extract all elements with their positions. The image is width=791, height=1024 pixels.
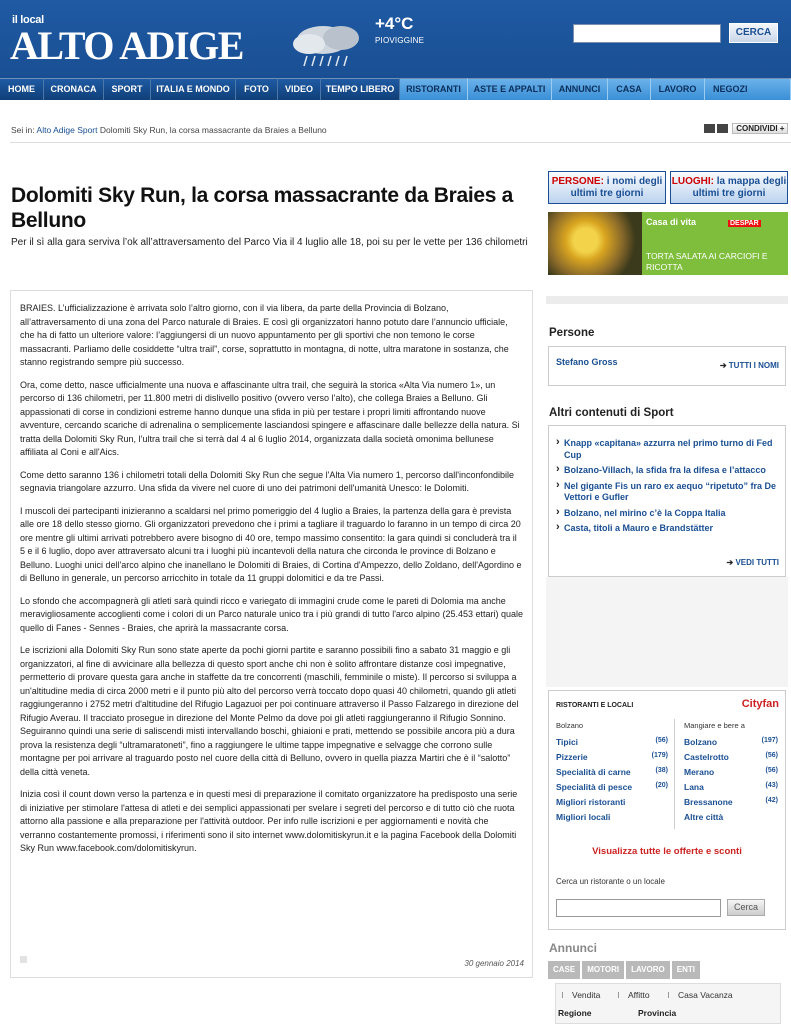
weather-condition: PIOVIGGINE: [375, 36, 425, 45]
right-column-head: Mangiare e bere a: [684, 721, 745, 730]
local-logo: il local: [12, 14, 44, 26]
list-item[interactable]: [556, 737, 668, 752]
item-label: Lana: [684, 782, 704, 792]
search-button[interactable]: CERCA: [729, 23, 778, 43]
promo-image: [548, 212, 642, 275]
ristoranti-right-list: [684, 737, 778, 827]
list-item[interactable]: › Knapp «capitana» azzurra nel primo turno di Fed Cup: [556, 438, 782, 461]
breadcrumb-prefix: Sei in:: [11, 125, 35, 135]
site-logo[interactable]: ALTO ADIGE: [10, 23, 243, 68]
item-label: Tipici: [556, 737, 579, 747]
item-label: Specialità di carne: [556, 767, 631, 777]
annunci-heading: Annunci: [549, 941, 597, 955]
list-item[interactable]: [556, 797, 668, 812]
radio-affitto[interactable]: [618, 990, 650, 1000]
print-icon[interactable]: [717, 124, 728, 133]
article-paragraph: Come detto saranno 136 i chilometri totali della Dolomiti Sky Run che segue l'Alta Via numero 1, percorso dall'inconfondibile segnavia triangolare azzurro. Una sfida da vivere nel cuore di uno dei patrimoni dell'umanità Unesco: le Dolomiti.: [20, 469, 515, 493]
luoghi-button-label: LUOGHI:: [671, 176, 714, 187]
altri-contenuti-box: [548, 425, 786, 577]
item-count: (56): [765, 752, 778, 759]
article-subtitle: Per il sì alla gara serviva l’ok all’attraversamento del Parco Via il 4 luglio alle 18, poi su per le vette per 136 chilometri: [11, 237, 528, 248]
item-count: (56): [765, 767, 778, 774]
persone-box: [548, 346, 786, 386]
breadcrumb-link-alto-adige[interactable]: Alto Adige: [36, 125, 75, 135]
item-label: Altre città: [684, 812, 724, 822]
list-item[interactable]: › Casta, titoli a Mauro e Brandstätter: [556, 523, 782, 535]
article-paragraph: I muscoli dei partecipanti inizieranno a scaldarsi nel primo pomeriggio del 4 luglio a Braies, la partenza della gara è prevista alle ore 18 dello stesso giorno. Gli organizzatori prevedono che i primi a tagliare il traguardo lo faranno in un tempo di circa 20 ore mentre gli ultimi arrivati potrebbero avere bisogno di 40 ore, tempo massimo consentito: la gara quindi si concluderà tra il 5 e il 6 luglio, dopo aver attraversato alcuni tra i luoghi più incantevoli della natura che circonda le province di Bolzano e Belluno. Luoghi unici dell'arco alpino che inanellano le Dolomiti di Braies, di Cortina d'Ampezzo, dello Zoldano, dell'Agordino e di Belluno in generale, un percorso arricchito in totale da 11 gruppi dolomitici e da tre Passi.: [20, 505, 522, 583]
regione-label: Regione: [558, 1008, 592, 1018]
list-item[interactable]: [556, 812, 668, 827]
radio-icon: [618, 992, 624, 998]
nav-sport[interactable]: SPORT: [104, 78, 151, 100]
list-item[interactable]: [684, 752, 778, 767]
item-label: Bolzano: [684, 737, 718, 747]
radio-label: Affitto: [628, 990, 650, 1000]
article-body: [20, 302, 524, 865]
item-label: Merano: [684, 767, 715, 777]
share-tools: [704, 123, 788, 134]
provincia-label: Provincia: [638, 1008, 677, 1018]
promo-text: TORTA SALATA AI CARCIOFI E RICOTTA: [646, 251, 768, 272]
item-count: (179): [651, 752, 668, 759]
article-paragraph: BRAIES. L’ufficializzazione è arrivata solo l’altro giorno, con il via libera, da parte della Provincia di Bolzano, all’attraversamento di una zona del Parco naturale di Braies. E così gli organizzatori hanno potuto dare l’annuncio ufficiale, che ha di fatto un ulteriore valore: l’aggiungersi di un nuovo appuntamento per gli sportivi che non temono le corse massacranti. Parliamo delle cosiddette “ultra trail”, corse, soprattutto in montagna, di notte, ultra maratone in sostanza, che stanno registrando sempre più successo.: [20, 303, 509, 367]
item-label: Specialità di pesce: [556, 782, 633, 792]
breadcrumb-link-sport[interactable]: Sport: [77, 125, 98, 135]
list-item[interactable]: [556, 767, 668, 782]
nav-ristoranti[interactable]: RISTORANTI: [400, 78, 468, 100]
nav-cronaca[interactable]: CRONACA: [44, 78, 104, 100]
radio-casa-vacanza[interactable]: [668, 990, 733, 1000]
list-item[interactable]: › Bolzano-Villach, la sfida fra la difesa e l’attacco: [556, 465, 782, 477]
list-item[interactable]: [556, 782, 668, 797]
promo-banner[interactable]: [548, 212, 788, 275]
list-item[interactable]: › Bolzano, nel mirino c’è la Coppa Italia: [556, 508, 782, 520]
divider: [10, 142, 791, 143]
nav-home[interactable]: HOME: [0, 78, 44, 100]
list-item[interactable]: [684, 797, 778, 812]
list-item[interactable]: [684, 782, 778, 797]
vedi-tutti-link[interactable]: ➔ VEDI TUTTI: [727, 558, 780, 567]
email-icon[interactable]: [704, 124, 715, 133]
cityfan-logo[interactable]: Cityfan: [741, 698, 779, 710]
tab-lavoro[interactable]: LAVORO: [626, 961, 670, 979]
article-paragraph: Lo sfondo che accompagnerà gli atleti sarà quindi ricco e variegato di immagini crude come le pareti di Dolomia ma anche meravigliosamente accoglienti come i colori di un Parco naturale unico tra i più grandi di tutto l'arco alpino (25.453 ettari) quale quello di Fanes - Sennes - Braies, che aprirà la massacrante corsa.: [20, 595, 523, 633]
left-column-head: Bolzano: [556, 721, 584, 730]
item-count: (197): [761, 737, 778, 744]
tab-motori[interactable]: MOTORI: [582, 961, 624, 979]
item-count: (56): [655, 737, 668, 744]
article-paragraph: Inizia così il count down verso la partenza e in questi mesi di preparazione il comitato organizzatore ha predisposto una serie di iniziative per stimolare l'attesa di atleti e dei semplici appassionati per svelare i segreti del percorso e di tutto ciò che ruota attorno alla passione e alla preparazione per l'attività outdoor. Per info rulle iscrizioni e per aggiornamenti e novità che verranno costantemente promossi, i riferimenti sono il sito internet www.dolomitiskyrun.it e la pagina Facebook della Dolomiti Sky Run www.facebook.com/dolomitiskyrun.: [20, 789, 518, 853]
item-label: Bressanone: [684, 797, 733, 807]
main-nav: [0, 78, 791, 100]
persone-button-text: i nomi degli ultimi tre giorni: [570, 176, 663, 199]
nav-video[interactable]: VIDEO: [278, 78, 321, 100]
item-label: Pizzerie: [556, 752, 588, 762]
divider: [674, 719, 675, 829]
search-input[interactable]: [573, 24, 721, 43]
radio-icon: [562, 992, 568, 998]
item-count: (43): [765, 782, 778, 789]
promo-logo: Casa di vita: [646, 217, 697, 227]
nav-negozi[interactable]: NEGOZI: [705, 78, 791, 100]
item-label: Migliori locali: [556, 812, 611, 822]
breadcrumb: [11, 125, 327, 135]
radio-label: Vendita: [572, 990, 601, 1000]
radio-vendita[interactable]: [562, 990, 600, 1000]
square-icon: [20, 956, 27, 963]
despar-logo: DESPAR: [730, 220, 759, 227]
item-label: Migliori ristoranti: [556, 797, 626, 807]
article-paragraph: Le iscrizioni alla Dolomiti Sky Run sono state aperte da pochi giorni partite e saranno possibili fino a sabato 31 maggio e gli organizzatori, al fine di avvicinare alla bellezza di questo sport anche chi non è solito affrontare distanze così impegnative, permetterio di provare questa gara anche in staffette da tre concorrenti (maschili, femminile o miste). Il percorso si sviluppa a un'altitudine media di circa 2000 metri e il punto più alto del percorso verrà toccato dopo quasi 40 chilometri, quando gli atleti raggiungeranno i 2752 metri d'altitudine del Rifugio Lagazuoi per poi continuare attraverso il Passo Falzarego in direzione del Rifugio Averau. Il tracciato prosegue in direzione del Monte Pelmo da dove poi gli atleti raggiungeranno il Rifugio Sonnino. Seguiranno quindi una serie di saliscendi misti intervallando boschi, ghiaioni e prati, mettendo se possibile ancora più a dura prova la resistenza degli “ultramaratoneti”, fino a raggiungere le ultime tappe impegnative e selvagge che corrono sulle montagne per poi arrivare al traguardo posto nel cuore della città di Belluno, ovvero in quella piazza Martiri che è il “salotto” della città veneta.: [20, 645, 519, 777]
nav-italia-mondo[interactable]: ITALIA E MONDO: [151, 78, 236, 100]
annunci-tabs: [548, 959, 702, 977]
article-title: Dolomiti Sky Run, la corsa massacrante da Braies a Belluno: [11, 184, 514, 232]
list-item[interactable]: [684, 767, 778, 782]
altri-contenuti-heading: Altri contenuti di Sport: [549, 407, 674, 419]
item-count: (20): [655, 782, 668, 789]
tutti-i-nomi-link[interactable]: ➔ TUTTI I NOMI: [720, 361, 779, 370]
altri-contenuti-list: [556, 438, 782, 539]
persone-heading: Persone: [549, 327, 595, 339]
list-item[interactable]: › Nel gigante Fis un raro ex aequo “ripetuto” fra De Vettori e Gufler: [556, 481, 782, 504]
annunci-box: [555, 983, 781, 1024]
nav-lavoro[interactable]: LAVORO: [651, 78, 705, 100]
nav-foto[interactable]: FOTO: [236, 78, 278, 100]
nav-annunci[interactable]: ANNUNCI: [552, 78, 608, 100]
item-count: (38): [655, 767, 668, 774]
offerte-link[interactable]: Visualizza tutte le offerte e sconti: [592, 846, 742, 857]
ristorante-search-input[interactable]: [556, 899, 721, 917]
luoghi-button-text: la mappa degli ultimi tre giorni: [692, 176, 787, 199]
tab-case[interactable]: CASE: [548, 961, 580, 979]
list-item[interactable]: [684, 812, 778, 827]
rain-cloud-icon: [283, 16, 373, 71]
persone-button-label: PERSONE:: [551, 176, 604, 187]
ad-space: [546, 577, 788, 687]
share-button[interactable]: CONDIVIDI +: [732, 123, 788, 134]
ristoranti-title: RISTORANTI E LOCALI: [556, 702, 634, 709]
nav-tempo-libero[interactable]: TEMPO LIBERO: [321, 78, 400, 100]
radio-icon: [668, 992, 674, 998]
item-label: Castelrotto: [684, 752, 729, 762]
tab-enti[interactable]: ENTI: [672, 961, 700, 979]
nav-casa[interactable]: CASA: [608, 78, 651, 100]
person-link[interactable]: Stefano Gross: [556, 357, 618, 367]
persone-button[interactable]: [548, 171, 666, 204]
ristoranti-left-list: [556, 737, 668, 827]
divider: [546, 296, 788, 304]
article-box: [10, 290, 533, 978]
ristoranti-box: [548, 690, 786, 930]
weather-temperature: +4°C: [375, 14, 414, 33]
breadcrumb-current: Dolomiti Sky Run, la corsa massacrante da Braies a Belluno: [99, 125, 327, 135]
article-paragraph: Ora, come detto, nasce ufficialmente una nuova e affascinante ultra trail, che seguirà la storica «Alta Via numero 1», un percorso di 136 chilometri, per 11.800 metri di dislivello positivo (ovvero verso l’alto), che collega Braies a Belluno. Gli appassionati di corse in condizioni estreme hanno dunque una sfida in più per testare i propri limiti affrontando nuove avventure, cercando scariche di adrenalina o semplicemente lasciandosi spingere e affascinare dalle bellezze della natura. Si tratta della Dolomiti Sky Run, l’ultra trail che si terrà dal 4 al 6 luglio 2014, organizzata dalla società omonima bellunese affiliata al Coni e all'Aics.: [20, 379, 520, 457]
ristorante-search-button[interactable]: Cerca: [727, 899, 765, 916]
nav-aste-appalti[interactable]: ASTE E APPALTI: [468, 78, 552, 100]
list-item[interactable]: [556, 752, 668, 767]
article-date: 30 gennaio 2014: [464, 959, 524, 968]
cerca-label: Cerca un ristorante o un locale: [556, 877, 665, 886]
luoghi-button[interactable]: [670, 171, 788, 204]
site-header: [0, 0, 791, 78]
list-item[interactable]: [684, 737, 778, 752]
radio-label: Casa Vacanza: [678, 990, 733, 1000]
item-count: (42): [765, 797, 778, 804]
